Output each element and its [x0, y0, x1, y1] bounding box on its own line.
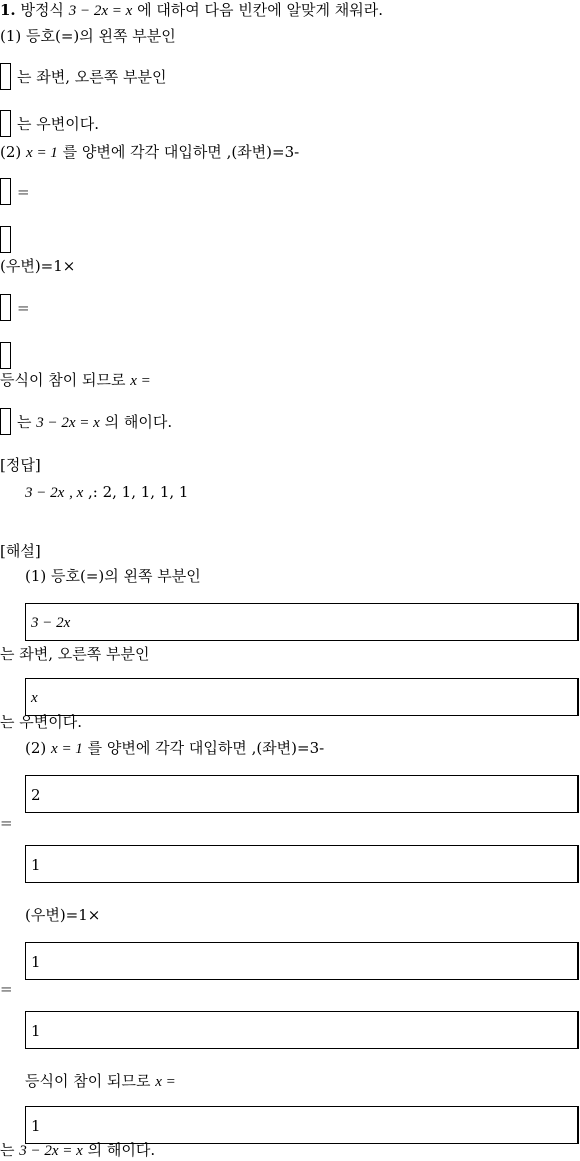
blank-box-5[interactable]: [0, 294, 11, 321]
box-value: 2: [31, 786, 41, 804]
right-side-line: (우변)=1×: [0, 257, 76, 275]
box-value: x: [31, 690, 38, 706]
part2-line: [0, 142, 299, 163]
problem-statement: [0, 0, 383, 21]
answer-b: , x: [69, 485, 84, 501]
exp-part2-line: [25, 738, 324, 759]
part2-post: 를 양변에 각각 대입하면 ,(좌변)=3-: [87, 739, 325, 757]
answer-a: 3 − 2x: [25, 485, 65, 501]
solution-line: [17, 412, 172, 433]
sol-pre: 는: [17, 413, 32, 431]
blank-box-6[interactable]: [0, 342, 11, 369]
sol-post: 의 해이다.: [104, 413, 173, 431]
part2-label: (2): [0, 143, 22, 161]
true-eq: x =: [130, 373, 151, 389]
box-value: 1: [31, 856, 41, 874]
blank-box-3[interactable]: [0, 178, 11, 205]
exp-right-side-text: 는 우변이다.: [0, 713, 82, 731]
box-value: 1: [31, 953, 41, 971]
part1-left-side-text: 는 좌변, 오른쪽 부분인: [17, 68, 167, 86]
part1-line: (1) 등호(=)의 왼쪽 부분인: [0, 27, 176, 45]
equals-sign: =: [17, 299, 30, 317]
explanation-box-4: [25, 845, 579, 883]
problem-number: 1.: [0, 1, 16, 19]
true-eq: x =: [155, 1074, 176, 1090]
sol-eq: 3 − 2x = x: [19, 1143, 83, 1159]
exp-part1-line: (1) 등호(=)의 왼쪽 부분인: [25, 567, 201, 585]
prompt-pre: 방정식: [20, 1, 64, 19]
explanation-box-3: [25, 775, 579, 813]
explanation-heading: [해설]: [0, 542, 41, 560]
explanation-box-5: [25, 942, 579, 980]
box-value: 3 − 2x: [31, 615, 71, 631]
sol-post: 의 해이다.: [87, 1141, 156, 1159]
part2-eq: x = 1: [26, 145, 58, 161]
part2-eq: x = 1: [51, 741, 83, 757]
box-value: 1: [31, 1117, 41, 1135]
part1-right-side-text: 는 우변이다.: [17, 115, 99, 133]
explanation-box-2: [25, 678, 579, 716]
blank-box-2[interactable]: [0, 110, 11, 137]
exp-left-side-text: 는 좌변, 오른쪽 부분인: [0, 645, 150, 663]
explanation-box-7: [25, 1106, 579, 1144]
equals-sign: =: [0, 814, 13, 832]
true-condition-line: [0, 370, 151, 391]
equals-sign: =: [17, 183, 30, 201]
box-value: 1: [31, 1022, 41, 1040]
exp-true-condition-line: [25, 1071, 176, 1092]
sol-eq: 3 − 2x = x: [36, 415, 100, 431]
equals-sign: =: [0, 980, 13, 998]
explanation-box-1: [25, 603, 579, 641]
prompt-equation: 3 − 2x = x: [68, 3, 133, 19]
explanation-box-6: [25, 1011, 579, 1049]
true-text: 등식이 참이 되므로: [25, 1072, 151, 1090]
blank-box-4[interactable]: [0, 226, 11, 253]
blank-box-1[interactable]: [0, 63, 11, 90]
true-text: 등식이 참이 되므로: [0, 371, 126, 389]
exp-right-side-line: (우변)=1×: [25, 906, 101, 924]
part2-label: (2): [25, 739, 47, 757]
answer-text: [25, 482, 188, 503]
sol-pre: 는: [0, 1141, 15, 1159]
prompt-post: 에 대하여 다음 빈칸에 알맞게 채워라.: [137, 1, 384, 19]
answer-heading: [정답]: [0, 456, 41, 474]
answer-c: ,: 2, 1, 1, 1, 1: [88, 483, 189, 501]
exp-solution-line: [0, 1140, 155, 1161]
part2-post: 를 양변에 각각 대입하면 ,(좌변)=3-: [62, 143, 300, 161]
blank-box-7[interactable]: [0, 408, 11, 435]
